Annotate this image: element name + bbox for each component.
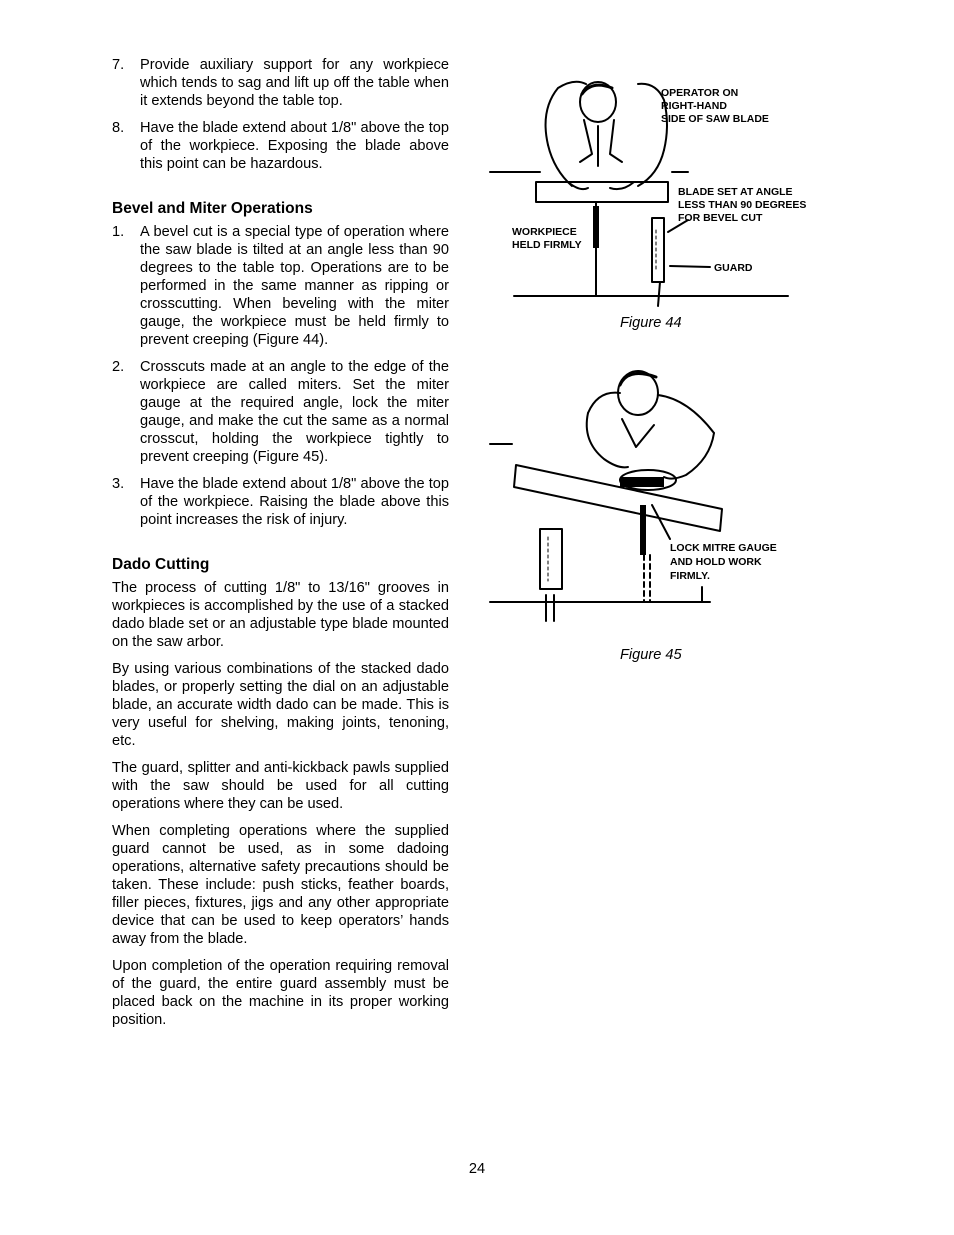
label-workpiece-1: WORKPIECE xyxy=(512,226,577,238)
label-guard: GUARD xyxy=(714,262,753,274)
miter-gauge-mark xyxy=(620,477,664,487)
label-lock-1: LOCK MITRE GAUGE xyxy=(670,542,777,554)
label-operator-2: RIGHT-HAND xyxy=(661,100,727,112)
list-text: Have the blade extend about 1/8" above the top of the workpiece. Raising the blade above this point increases the risk of injury. xyxy=(140,476,449,528)
label-lock-3: FIRMLY. xyxy=(670,570,710,582)
list-text: Provide auxiliary support for any workpiece which tends to sag and lift up off the table when it extends beyond the table top. xyxy=(140,57,449,109)
label-blade-2: LESS THAN 90 DEGREES xyxy=(678,199,807,211)
list-item xyxy=(112,56,449,110)
label-blade-3: FOR BEVEL CUT xyxy=(678,212,763,224)
label-operator-1: OPERATOR ON xyxy=(661,87,739,99)
figure-44-illustration xyxy=(488,70,818,310)
list-text: Crosscuts made at an angle to the edge of the workpiece are called miters. Set the miter gauge at the required angle, lock the miter gauge, and make the cut the same as a normal crosscut, holding the workpiece tightly to prevent creeping (Figure 45). xyxy=(140,359,449,465)
figure-44-caption: Figure 44 xyxy=(620,315,682,331)
figure-45-illustration xyxy=(488,355,798,625)
list-text: A bevel cut is a special type of operation where the saw blade is tilted at an angle less than 90 degrees to the table top. Operations are to be performed in the same manner as ripping or crosscutting. When beveling with the miter gauge, the workpiece must be held firmly to prevent creeping (Figure 44). xyxy=(140,224,449,348)
list-item xyxy=(112,475,449,529)
paragraph: By using various combinations of the stacked dado blades, or properly setting the dial on an adjustable blade, an accurate width dado can be made. This is very useful for shelving, making joints, tenoning, etc. xyxy=(112,661,449,749)
figure-45 xyxy=(488,355,798,625)
list-number: 3. xyxy=(112,476,125,492)
text-column xyxy=(112,56,449,1038)
blade-mark xyxy=(640,505,646,555)
list-number: 7. xyxy=(112,57,125,73)
paragraph: When completing operations where the supplied guard cannot be used, as in some dadoing operations, alternative safety precautions should be taken. These include: push sticks, feather boards, filler pieces, fixtures, jigs and any other appropriate device that can be used to keep operators’ hands away from the blade. xyxy=(112,823,449,947)
list-item xyxy=(112,119,449,173)
list-item xyxy=(112,223,449,349)
page-number: 24 xyxy=(468,1161,486,1177)
figure-45-caption: Figure 45 xyxy=(620,647,682,663)
section-heading-dado: Dado Cutting xyxy=(112,556,210,573)
list-number: 1. xyxy=(112,224,125,240)
list-number: 2. xyxy=(112,359,125,375)
label-workpiece-2: HELD FIRMLY xyxy=(512,239,582,251)
paragraph: The guard, splitter and anti-kickback pawls supplied with the saw should be used for all cutting operations where they can be used. xyxy=(112,760,449,812)
label-blade-1: BLADE SET AT ANGLE xyxy=(678,186,793,198)
figure-44 xyxy=(488,70,818,310)
paragraph: Upon completion of the operation requiring removal of the guard, the entire guard assembly must be placed back on the machine in its proper working position. xyxy=(112,958,449,1028)
paragraph: The process of cutting 1/8" to 13/16" grooves in workpieces is accomplished by the use of a stacked dado blade set or an adjustable type blade mounted on the saw arbor. xyxy=(112,580,449,650)
section-heading-bevel: Bevel and Miter Operations xyxy=(112,200,313,217)
label-lock-2: AND HOLD WORK xyxy=(670,556,762,568)
list-item xyxy=(112,358,449,466)
label-operator-3: SIDE OF SAW BLADE xyxy=(661,113,769,125)
blade-mark xyxy=(593,206,599,248)
list-text: Have the blade extend about 1/8" above the top of the workpiece. Exposing the blade above this point can be hazardous. xyxy=(140,120,449,172)
list-number: 8. xyxy=(112,120,125,136)
